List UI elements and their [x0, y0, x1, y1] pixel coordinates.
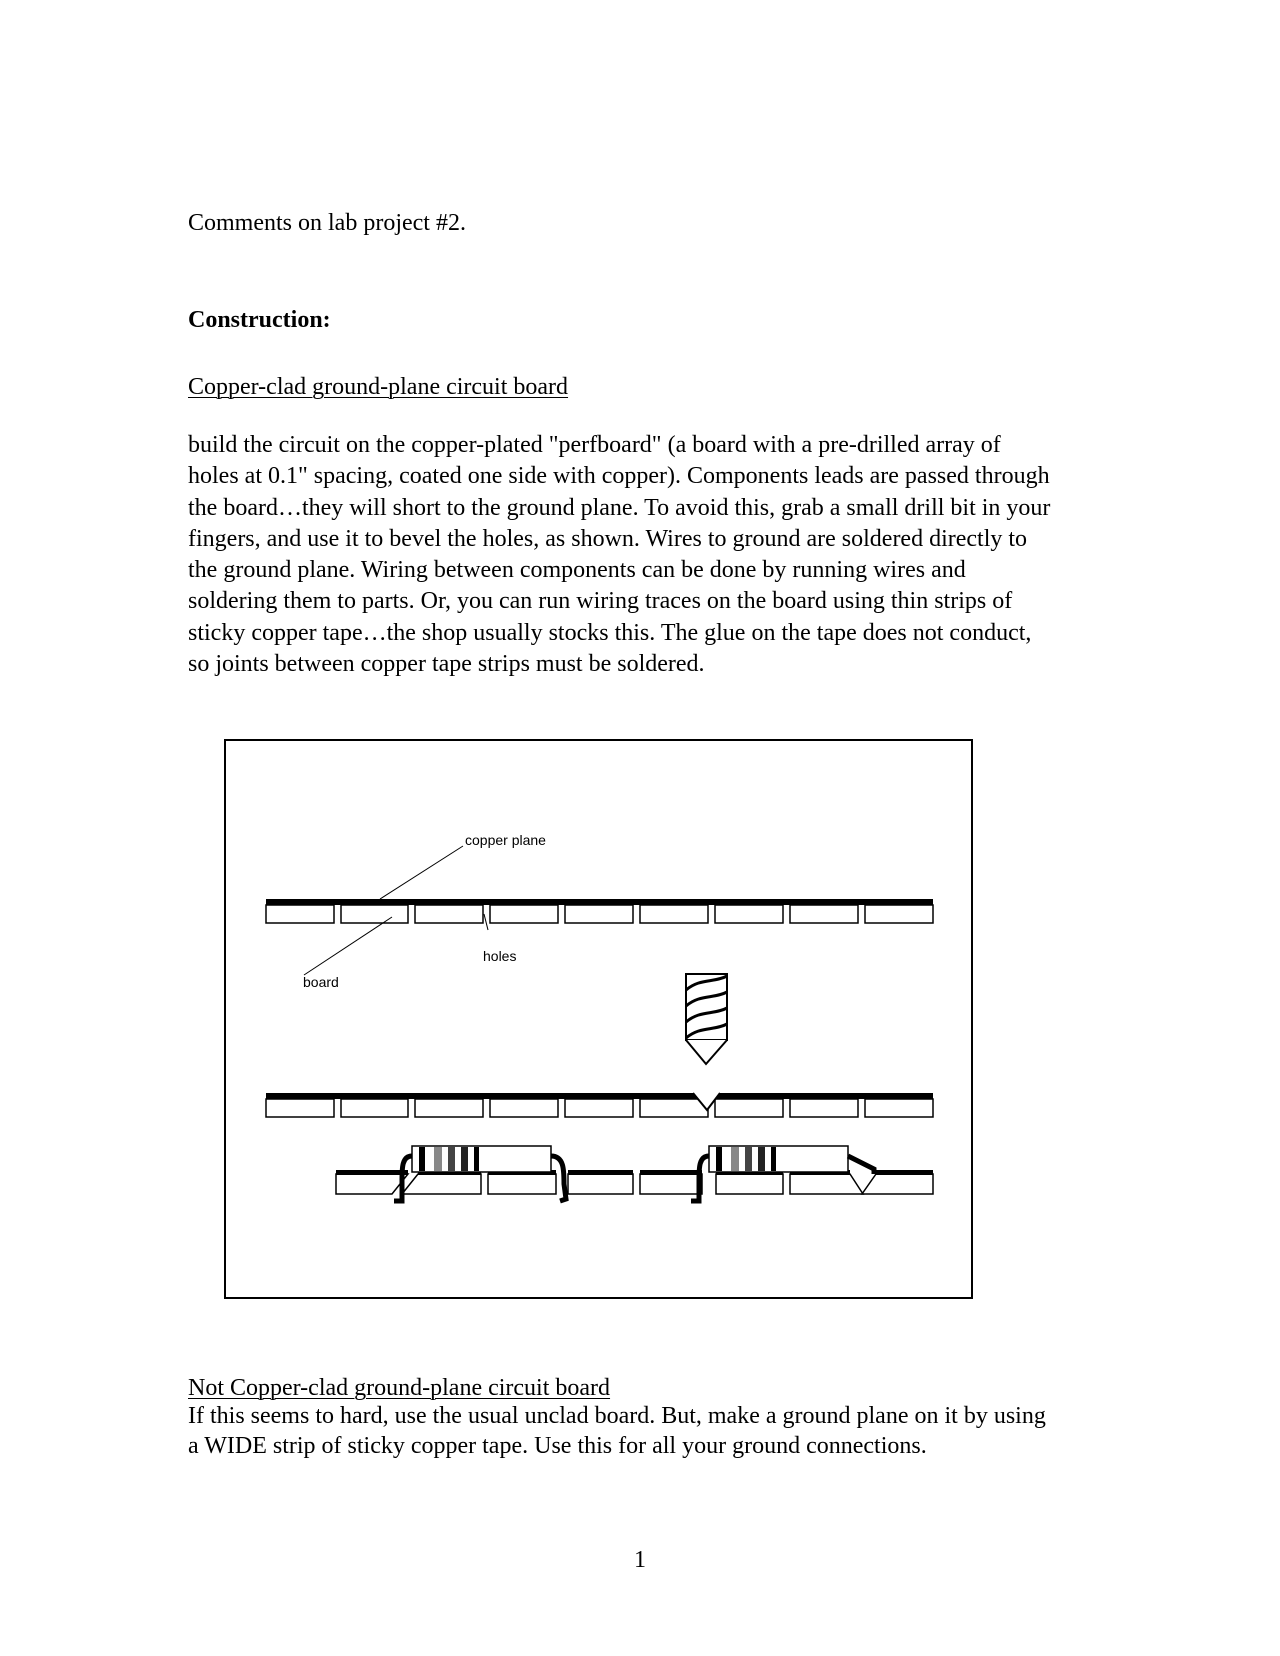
subheading-not-copper-clad: Not Copper-clad ground-plane circuit board	[188, 1375, 611, 1401]
resistor-icon	[412, 1146, 551, 1172]
section-heading: Construction:	[188, 307, 331, 333]
label-board: board	[303, 974, 339, 990]
page-title: Comments on lab project #2.	[188, 210, 466, 236]
paragraph-line: soldering them to parts. Or, you can run wiring traces on the board using thin strips of	[188, 588, 1013, 615]
paragraph-line: build the circuit on the copper-plated "perfboard" (a board with a pre-drilled array of	[188, 432, 1001, 458]
subheading-copper-clad: Copper-clad ground-plane circuit board	[188, 374, 569, 400]
page-number: 1	[634, 1547, 646, 1573]
paragraph-line: a WIDE strip of sticky copper tape. Use this for all your ground connections.	[188, 1432, 927, 1459]
label-holes: holes	[483, 948, 517, 964]
paragraph-line: holes at 0.1" spacing, coated one side with copper). Components leads are passed through	[188, 463, 1050, 490]
paragraph-line: the board…they will short to the ground plane. To avoid this, grab a small drill bit in your	[188, 494, 1051, 521]
paragraph-line: fingers, and use it to bevel the holes, as shown. Wires to ground are soldered directly to	[188, 525, 1028, 552]
perfboard-bottom	[336, 1146, 933, 1201]
figure-frame	[225, 740, 972, 1298]
paragraph-line: If this seems to hard, use the usual unclad board. But, make a ground plane on it by using	[188, 1403, 1046, 1429]
paragraph-line: the ground plane. Wiring between components can be done by running wires and	[188, 557, 966, 584]
label-copper-plane: copper plane	[465, 832, 546, 848]
copper-plane	[266, 899, 933, 905]
paragraph-line: sticky copper tape…the shop usually stocks this. The glue on the tape does not conduct,	[188, 619, 1032, 646]
paragraph-line: so joints between copper tape strips must be soldered.	[188, 651, 705, 678]
paragraph-not-copper-clad	[188, 1402, 1108, 1461]
resistor-icon	[709, 1146, 848, 1172]
perfboard-middle	[266, 1092, 933, 1117]
perfboard-top	[266, 899, 933, 923]
drill-bit-icon	[686, 974, 727, 1064]
